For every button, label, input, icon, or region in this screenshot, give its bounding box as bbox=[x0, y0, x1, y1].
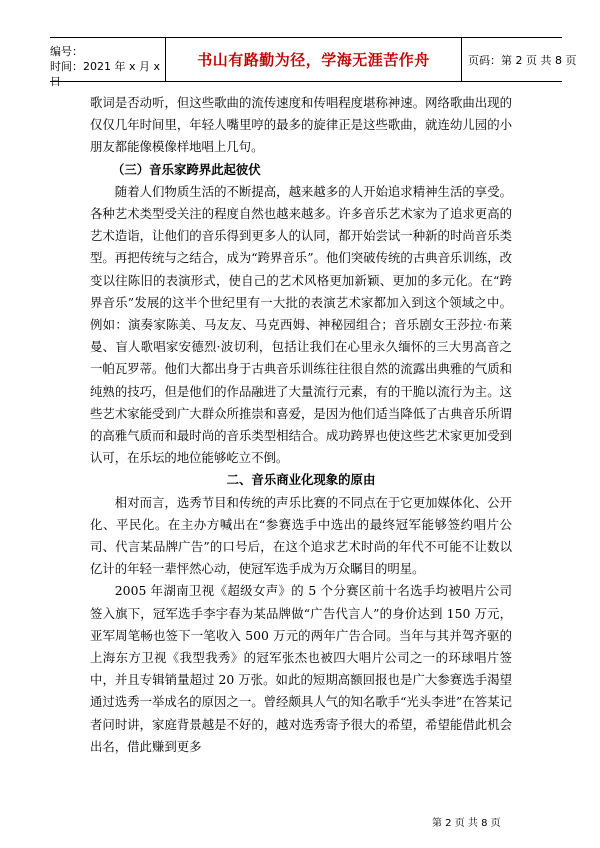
page-footer: 第 2 页 共 8 页 bbox=[432, 818, 501, 829]
paragraph-2005-examples: 2005 年湖南卫视《超级女声》的 5 个分赛区前十名选手均被唱片公司签入旗下，冠军选手李宇春为某品牌做“广告代言人”的身价达到 150 万元，亚军周笔畅也签下一笔收入 500 万元的两年广告合同。当年与其并驾齐驱的上海东方卫视《我型我秀》的冠军张杰也被四大唱片公司之一的环球唱片签中，并且专辑销量超过 20 万张。如此的短期高额回报也是广大参赛选手渴望通过选秀一举成名的原因之一。曾经颇具人气的知名歌手“光头李进”在答某记者问时讲，家庭背景越是不好的，越对选秀寄予很大的希望，希望能借此机会出名，借此赚到更多 bbox=[90, 583, 512, 754]
section-heading-commercialization: 二、音乐商业化现象的原由 bbox=[226, 472, 376, 488]
document-body bbox=[90, 92, 512, 758]
header-motto-cell bbox=[166, 38, 462, 81]
serial-label: 编号： bbox=[50, 45, 83, 58]
paragraph-talent-shows: 相对而言，选秀节目和传统的声乐比赛的不同点在于它更加媒体化、公开化、平民化。在主办方喊出在“参赛选手中选出的最终冠军能够签约唱片公司、代言某品牌广告”的口号后，在这个追求艺术时尚的年代不可能不让数以亿计的年轻一辈怦然心动，使冠军选手成为万众瞩目的明星。 bbox=[90, 494, 512, 577]
time-label: 时间：2021 年 x 月 x 日 bbox=[50, 60, 160, 88]
motto-text: 书山有路勤为径，学海无涯苦作舟 bbox=[197, 51, 430, 69]
header-page-info: 页码：第 2 页 共 8 页 bbox=[468, 53, 577, 67]
subheading-crossover: （三）音乐家跨界此起彼伏 bbox=[112, 161, 261, 177]
paragraph-continuation: 歌词是否动听，但这些歌曲的流传速度和传唱程度堪称神速。网络歌曲出现的仅仅几年时间里，年轻人嘴里哼的最多的旋律正是这些歌曲，就连幼儿园的小朋友都能像模像样地唱上几句。 bbox=[90, 95, 512, 155]
header-meta bbox=[50, 38, 166, 88]
paragraph-crossover: 随着人们物质生活的不断提高，越来越多的人开始追求精神生活的享受。各种艺术类型受关注的程度自然也越来越多。许多音乐艺术家为了追求更高的艺术造诣，让他们的音乐得到更多人的认同，都开始尝试一种新的时尚音乐类型。再把传统与之结合，成为“跨界音乐”。他们突破传统的古典音乐训练，改变以往陈旧的表演形式，使自己的艺术风格更加新颖、更加的多元化。在“跨界音乐”发展的这半个世纪里有一大批的表演艺术家都加入到这个领域之中。例如：演奏家陈美、马友友、马克西姆、神秘园组合；音乐剧女王莎拉·布莱曼、盲人歌唱家安德烈·波切利，包括让我们在心里永久缅怀的三大男高音之一帕瓦罗蒂。他们大都出身于古典音乐训练往往很自然的流露出典雅的气质和纯熟的技巧，但是他们的作品融进了大量流行元素，有的干脆以流行为主。这些艺术家能受到广大群众所推崇和喜爱，是因为他们适当降低了古典音乐所谓的高雅气质而和最时尚的音乐类型相结合。成功跨界也使这些艺术家更加受到认可，在乐坛的地位能够屹立不倒。 bbox=[90, 183, 512, 466]
page-header bbox=[50, 37, 577, 88]
